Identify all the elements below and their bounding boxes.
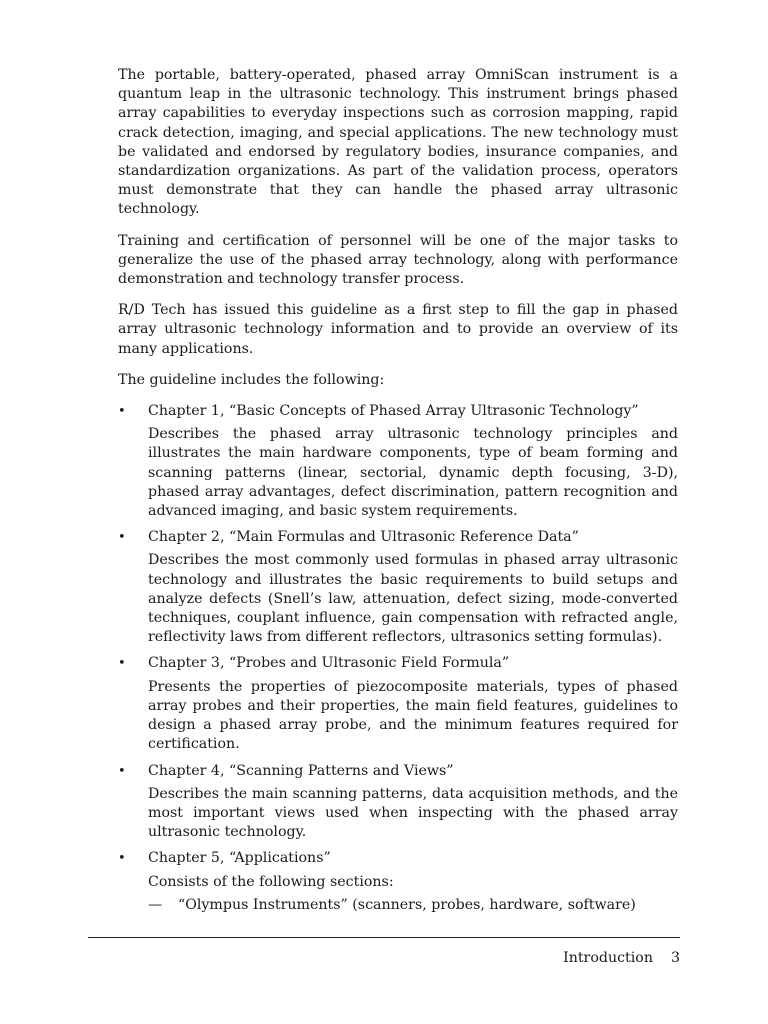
document-body <box>118 66 678 922</box>
bullet-icon: • <box>118 404 126 420</box>
page-number: 3 <box>670 950 680 966</box>
bullet-icon: • <box>118 530 126 546</box>
chapter-description: Describes the phased array ultrasonic technology principles and illustrates the main hardware components, type of beam forming and scanning patterns (linear, sectorial, dynamic depth focusing, 3-D), phased array advantages, defect discrimination, pattern recognition and advanced imaging, and basic system requirements. <box>148 426 678 520</box>
paragraph-includes: The guideline includes the following: <box>118 371 385 388</box>
chapter-description: Consists of the following sections: <box>148 873 394 890</box>
chapter-title: Chapter 5, “Applications” <box>148 850 331 867</box>
page-footer <box>563 949 680 968</box>
paragraph-guideline: R/D Tech has issued this guideline as a first step to fill the gap in phased array ultrasonic technology information and to provide an overview of its many applications. <box>118 302 678 357</box>
paragraph-training: Training and certification of personnel will be one of the major tasks to generalize the use of the phased array technology, along with performance demonstration and technology transfer process. <box>118 232 678 288</box>
bullet-icon: • <box>118 763 126 779</box>
chapter-description: Describes the main scanning patterns, data acquisition methods, and the most important views used when inspecting with the phased array ultrasonic technology. <box>148 785 678 841</box>
chapter-description: Describes the most commonly used formulas in phased array ultrasonic technology and illustrates the basic requirements to build setups and analyze defects (Snell’s law, attenuation, defect sizing, mode-converted techniques, couplant influence, gain compensation with refracted angle, reflectivity laws from different reflectors, ultrasonics setting formulas). <box>148 552 678 646</box>
chapter-title: Chapter 4, “Scanning Patterns and Views” <box>148 762 454 779</box>
chapter-title: Chapter 3, “Probes and Ultrasonic Field Formula” <box>148 655 510 672</box>
bullet-icon: • <box>118 851 126 867</box>
chapter-list <box>118 402 678 915</box>
section-item <box>148 896 678 915</box>
chapter-title: Chapter 1, “Basic Concepts of Phased Array Ultrasonic Technology” <box>148 403 639 420</box>
dash-icon: — <box>148 896 163 913</box>
bullet-icon: • <box>118 656 126 672</box>
paragraph-intro: The portable, battery-operated, phased array OmniScan instrument is a quantum leap in the ultrasonic technology. This instrument brings phased array capabilities to everyday inspections such as corrosion mapping, rapid crack detection, imaging, and special applications. The new technology must be validated and endorsed by regulatory bodies, insurance companies, and standardization organizations. As part of the validation process, operators must demonstrate that they can handle the phased array ultrasonic technology. <box>118 67 678 218</box>
chapter-item-4 <box>118 762 678 843</box>
chapter-item-3 <box>118 654 678 754</box>
chapter-description: Presents the properties of piezocomposite materials, types of phased array probes and their properties, the main field features, guidelines to design a phased array probe, and the minimum features required for certification. <box>148 678 678 753</box>
chapter-item-2 <box>118 528 678 647</box>
chapter-item-5 <box>118 849 678 915</box>
section-label: “Olympus Instruments” (scanners, probes, hardware, software) <box>178 896 636 913</box>
chapter-title: Chapter 2, “Main Formulas and Ultrasonic Reference Data” <box>148 529 579 546</box>
chapter-item-1 <box>118 402 678 521</box>
footer-section-title: Introduction <box>563 950 653 966</box>
footer-divider <box>88 937 680 938</box>
section-list <box>148 896 678 915</box>
